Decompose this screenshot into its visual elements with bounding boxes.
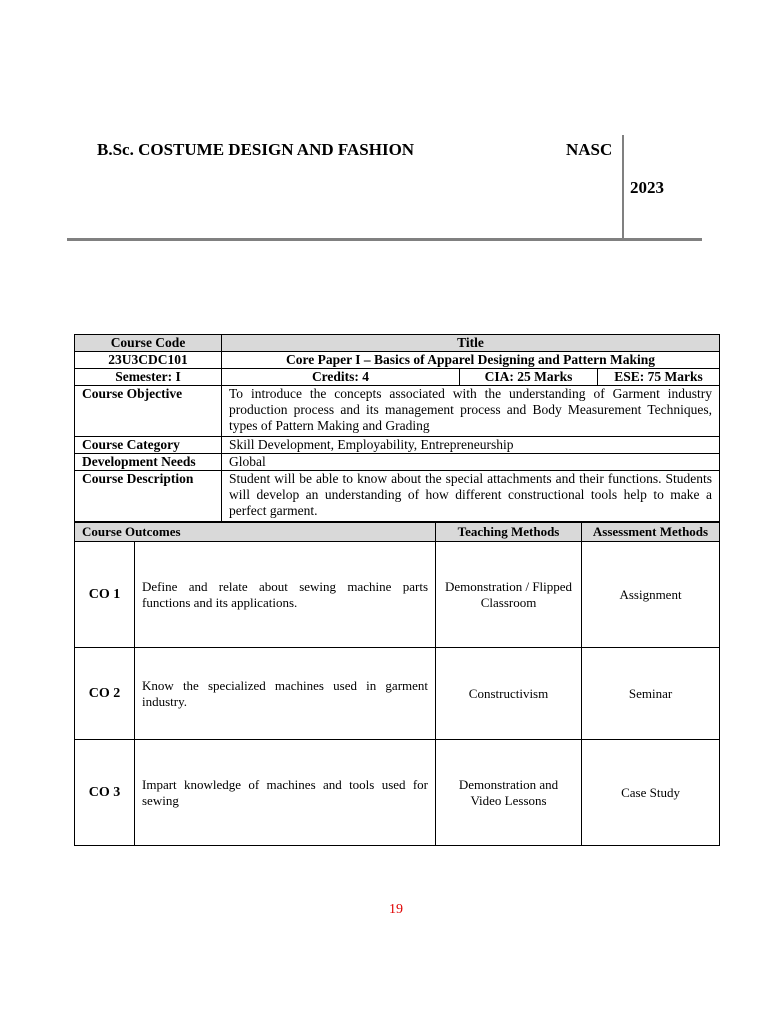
course-description: Student will be able to know about the special attachments and their functions. Students will develop an understanding of how different constructional tools help to make a perfect garment. xyxy=(222,471,720,522)
credits: Credits: 4 xyxy=(222,369,460,386)
co-id: CO 2 xyxy=(75,648,135,740)
development-needs-label: Development Needs xyxy=(75,454,222,471)
co-teaching-method: Constructivism xyxy=(436,648,582,740)
cia-marks: CIA: 25 Marks xyxy=(460,369,598,386)
ese-marks: ESE: 75 Marks xyxy=(598,369,720,386)
institution-name: NASC xyxy=(566,140,613,159)
development-needs: Global xyxy=(222,454,720,471)
course-category-label: Course Category xyxy=(75,437,222,454)
assessment-methods-header: Assessment Methods xyxy=(582,523,720,542)
co-description: Define and relate about sewing machine parts functions and its applications. xyxy=(135,542,436,648)
syllabus-year: 2023 xyxy=(630,178,664,197)
course-objective-label: Course Objective xyxy=(75,386,222,437)
co-assessment-method: Seminar xyxy=(582,648,720,740)
course-outcomes-header: Course Outcomes xyxy=(75,523,436,542)
header-vertical-divider xyxy=(622,135,624,240)
program-title: B.Sc. COSTUME DESIGN AND FASHION xyxy=(97,140,415,159)
teaching-methods-header: Teaching Methods xyxy=(436,523,582,542)
table-row xyxy=(75,740,720,846)
course-objective: To introduce the concepts associated with the understanding of Garment industry production process and its management process and Body Measurement Techniques, types of Pattern Making and Grading xyxy=(222,386,720,437)
semester: Semester: I xyxy=(75,369,222,386)
co-description: Know the specialized machines used in garment industry. xyxy=(135,648,436,740)
course-info-table xyxy=(74,334,720,522)
course-outcomes-table xyxy=(74,522,720,846)
title-label: Title xyxy=(222,335,720,352)
co-assessment-method: Case Study xyxy=(582,740,720,846)
co-assessment-method: Assignment xyxy=(582,542,720,648)
co-teaching-method: Demonstration and Video Lessons xyxy=(436,740,582,846)
table-row xyxy=(75,542,720,648)
co-description: Impart knowledge of machines and tools used for sewing xyxy=(135,740,436,846)
co-id: CO 1 xyxy=(75,542,135,648)
header-horizontal-rule xyxy=(67,238,702,241)
course-code-label: Course Code xyxy=(75,335,222,352)
course-title: Core Paper I – Basics of Apparel Designing and Pattern Making xyxy=(222,352,720,369)
table-row xyxy=(75,648,720,740)
course-category: Skill Development, Employability, Entrepreneurship xyxy=(222,437,720,454)
co-id: CO 3 xyxy=(75,740,135,846)
page-number: 19 xyxy=(389,902,403,917)
course-description-label: Course Description xyxy=(75,471,222,522)
co-teaching-method: Demonstration / Flipped Classroom xyxy=(436,542,582,648)
course-code: 23U3CDC101 xyxy=(75,352,222,369)
